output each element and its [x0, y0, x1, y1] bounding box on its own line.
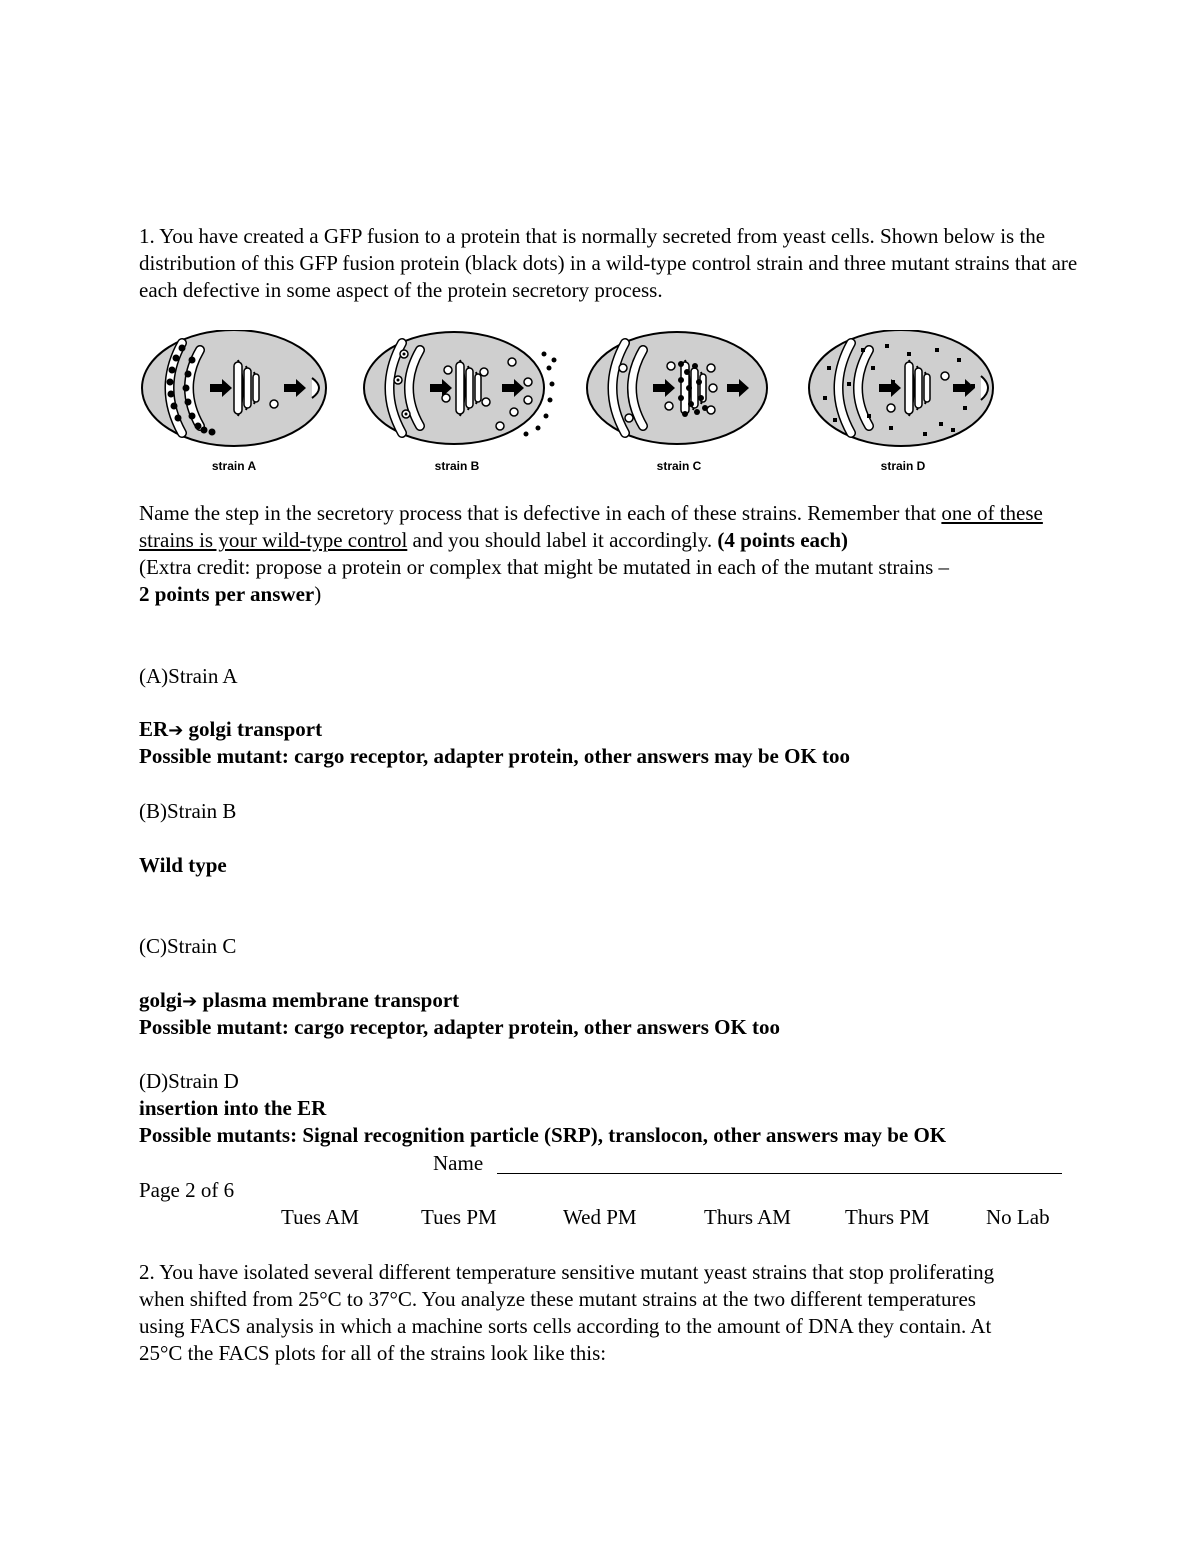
- strain-d-label: strain D: [880, 459, 926, 473]
- secretory-strains-figure: [139, 330, 1009, 480]
- cell-strain-c: [587, 332, 767, 444]
- strain-b-answer: Wild type: [139, 853, 227, 877]
- strain-d-mutant: Possible mutants: Signal recognition particle (SRP), translocon, other answers may be OK: [139, 1123, 947, 1147]
- session-no-lab: No Lab: [986, 1205, 1050, 1229]
- name-field-line[interactable]: [497, 1173, 1062, 1174]
- strain-a-mutant: Possible mutant: cargo receptor, adapter protein, other answers may be OK too: [139, 744, 851, 768]
- strain-b-label: strain B: [434, 459, 480, 473]
- strain-a-label: strain A: [211, 459, 257, 473]
- cell-strain-b: [364, 332, 557, 444]
- wild-type-note: one of these strains is your wild-type control: [139, 501, 1043, 552]
- session-tues-am: Tues AM: [281, 1205, 360, 1229]
- strain-c-mutant: Possible mutant: cargo receptor, adapter protein, other answers OK too: [139, 1015, 781, 1039]
- strain-c-heading: (C)Strain C: [139, 934, 237, 958]
- session-tues-pm: Tues PM: [421, 1205, 497, 1229]
- strain-b-heading: (B)Strain B: [139, 799, 237, 823]
- strain-a-answer: ER➔ golgi transport: [139, 717, 323, 741]
- session-thurs-pm: Thurs PM: [845, 1205, 930, 1229]
- cell-strain-a: [142, 330, 326, 446]
- session-thurs-am: Thurs AM: [704, 1205, 791, 1229]
- question-1-prompt: Name the step in the secretory process that is defective in each of these strains. Remember that one of these strains is your wild-type control and you should label it accordingly. (4 points each) (Extra credit: propose a protein or complex that might be mutated in each of the mutant strains – 2 points per answer): [139, 501, 1043, 606]
- session-wed-pm: Wed PM: [563, 1205, 637, 1229]
- question-2-text: 2. You have isolated several different temperature sensitive mutant yeast strains that stop proliferating when shifted from 25°C to 37°C. You analyze these mutant strains at the two different temperatures using FACS analysis in which a machine sorts cells according to the amount of DNA they contain. At 25°C the FACS plots for all of the strains look like this:: [139, 1260, 995, 1365]
- cell-strain-d: [809, 330, 993, 446]
- strain-a-heading: (A)Strain A: [139, 664, 238, 688]
- name-label: Name: [433, 1151, 484, 1175]
- question-1-intro: 1. You have created a GFP fusion to a protein that is normally secreted from yeast cells. Shown below is the distribution of this GFP fusion protein (black dots) in a wild-type control strain and three mutant strains that are each defective in some aspect of the protein secretory process.: [139, 224, 1078, 302]
- page-number: Page 2 of 6: [139, 1178, 235, 1202]
- strain-c-answer: golgi➔ plasma membrane transport: [139, 988, 460, 1012]
- strain-d-answer: insertion into the ER: [139, 1096, 327, 1120]
- strain-d-heading: (D)Strain D: [139, 1069, 239, 1093]
- strain-c-label: strain C: [656, 459, 702, 473]
